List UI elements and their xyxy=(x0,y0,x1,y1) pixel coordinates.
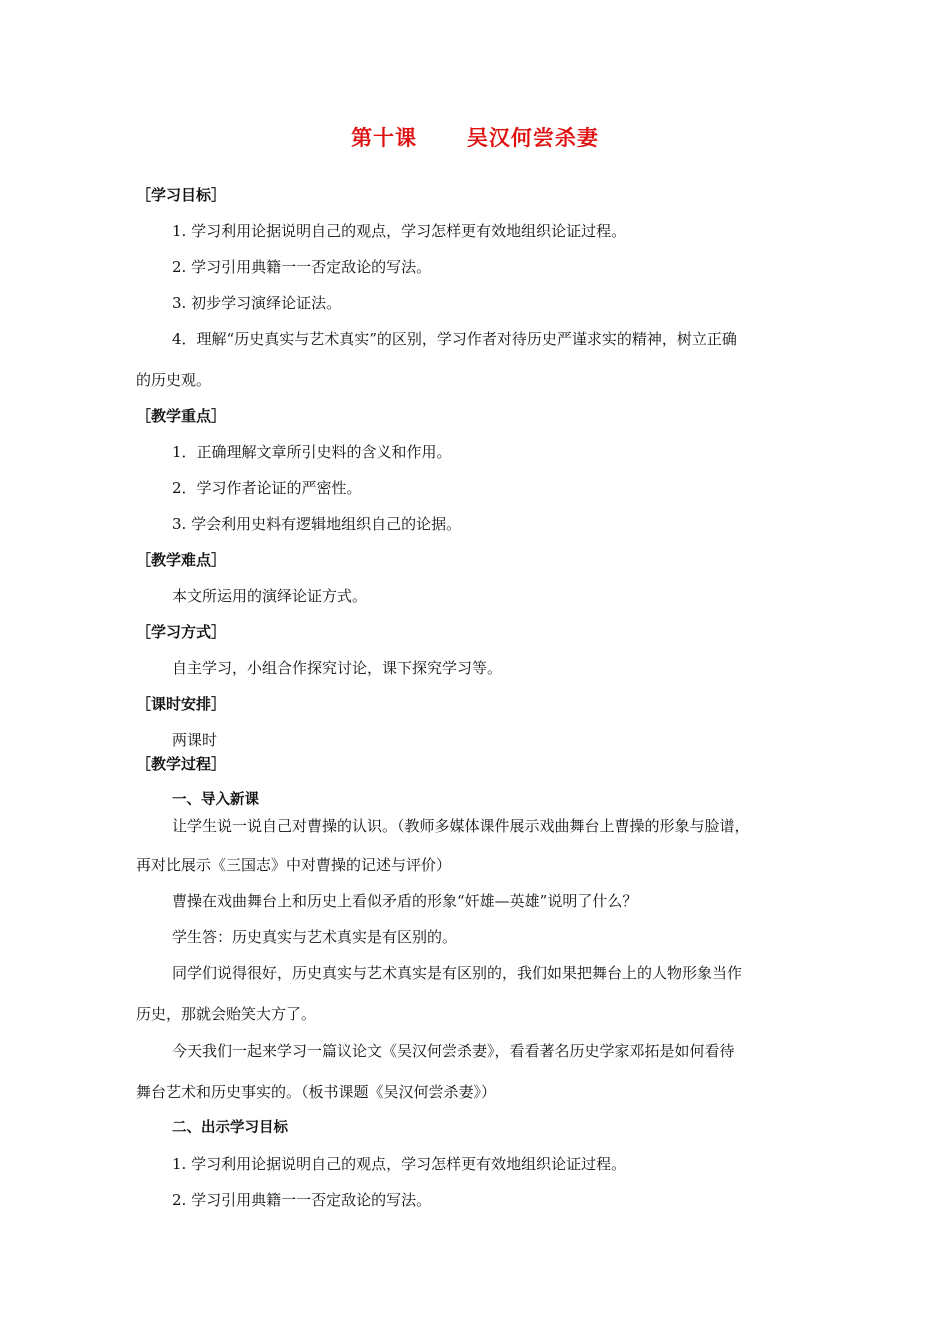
key-point-item: 3. 学会利用史料有逻辑地组织自己的论据。 xyxy=(172,515,462,533)
objective-item-continued: 的历史观。 xyxy=(136,371,212,389)
process-heading: ［教学过程］ xyxy=(136,755,227,773)
lesson-title: 第十课 吴汉何尝杀妻 xyxy=(351,126,599,150)
key-point-item: 2．学习作者论证的严密性。 xyxy=(172,479,362,497)
objective-item: 2. 学习引用典籍一一否定敌论的写法。 xyxy=(172,1191,432,1209)
schedule-text: 两课时 xyxy=(172,731,218,749)
key-point-item: 1．正确理解文章所引史料的含义和作用。 xyxy=(172,443,452,461)
difficulties-text: 本文所运用的演绎论证方式。 xyxy=(172,587,368,605)
paragraph-line: 曹操在戏曲舞台上和历史上看似矛盾的形象“奸雄—英雄”说明了什么？ xyxy=(172,892,638,910)
objective-item: 2. 学习引用典籍一一否定敌论的写法。 xyxy=(172,258,432,276)
difficulties-heading: ［教学难点］ xyxy=(136,551,227,569)
objective-item: 1. 学习利用论据说明自己的观点，学习怎样更有效地组织论证过程。 xyxy=(172,1155,627,1173)
schedule-heading: ［课时安排］ xyxy=(136,695,227,713)
part2-title: 二、出示学习目标 xyxy=(172,1120,288,1136)
objectives-heading: ［学习目标］ xyxy=(136,186,227,204)
paragraph-line: 历史，那就会贻笑大方了。 xyxy=(136,1005,317,1023)
method-text: 自主学习，小组合作探究讨论，课下探究学习等。 xyxy=(172,659,503,677)
paragraph-line: 再对比展示《三国志》中对曹操的记述与评价） xyxy=(136,856,452,874)
paragraph-line: 同学们说得很好，历史真实与艺术真实是有区别的，我们如果把舞台上的人物形象当作 xyxy=(172,964,743,982)
paragraph-line: 今天我们一起来学习一篇议论文《吴汉何尝杀妻》，看看著名历史学家邓拓是如何看待 xyxy=(172,1042,735,1060)
part1-title: 一、导入新课 xyxy=(172,792,259,808)
objective-item: 1. 学习利用论据说明自己的观点，学习怎样更有效地组织论证过程。 xyxy=(172,222,627,240)
objective-item: 3. 初步学习演绎论证法。 xyxy=(172,294,342,312)
paragraph-line: 学生答：历史真实与艺术真实是有区别的。 xyxy=(172,928,458,946)
paragraph-line: 让学生说一说自己对曹操的认识。（教师多媒体课件展示戏曲舞台上曹操的形象与脸谱， xyxy=(172,817,750,835)
paragraph-line: 舞台艺术和历史事实的。（板书课题《吴汉何尝杀妻》） xyxy=(136,1083,497,1101)
key-points-heading: ［教学重点］ xyxy=(136,407,227,425)
objective-item: 4．理解“历史真实与艺术真实”的区别，学习作者对待历史严谨求实的精神，树立正确 xyxy=(172,330,737,348)
method-heading: ［学习方式］ xyxy=(136,623,227,641)
